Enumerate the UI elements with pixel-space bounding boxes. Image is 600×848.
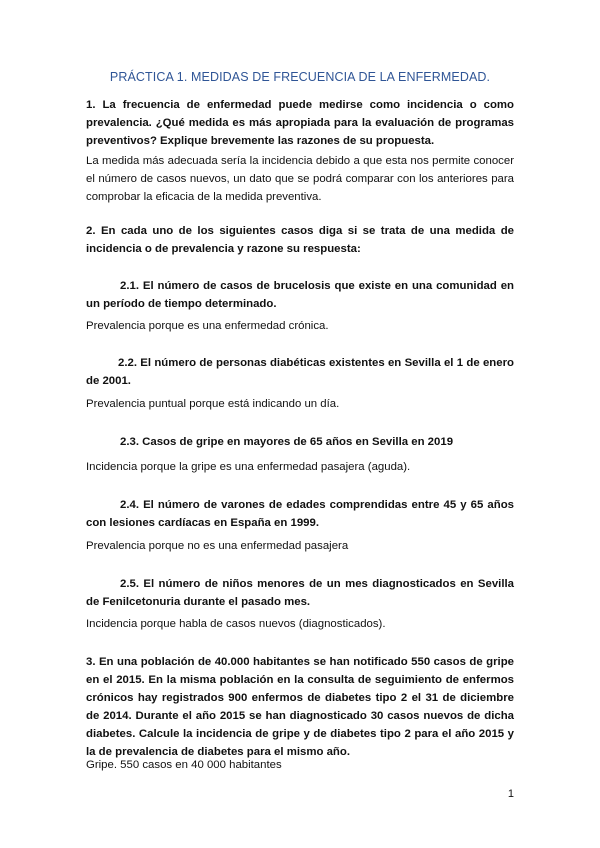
question-1: 1. La frecuencia de enfermedad puede medirse como incidencia o como prevalencia. ¿Qué medida es más apropiada para la evaluación de programas preventivos? Explique brevemente las razones de su propuesta.	[86, 99, 514, 147]
question-2-4: 2.4. El número de varones de edades comprendidas entre 45 y 65 años con lesiones cardíacas en España en 1999.	[86, 499, 514, 529]
answer-2-4: Prevalencia porque no es una enfermedad pasajera	[86, 540, 349, 552]
question-2: 2. En cada uno de los siguientes casos diga si se trata de una medida de incidencia o de prevalencia y razone su respuesta:	[86, 225, 514, 255]
document-title: PRÁCTICA 1. MEDIDAS DE FRECUENCIA DE LA ENFERMEDAD.	[109, 70, 491, 84]
answer-2-5: Incidencia porque habla de casos nuevos (diagnosticados).	[86, 618, 386, 630]
question-2-2: 2.2. El número de personas diabéticas existentes en Sevilla el 1 de enero de 2001.	[86, 357, 514, 387]
answer-2-2: Prevalencia puntual porque está indicando un día.	[86, 398, 340, 410]
answer-2-3: Incidencia porque la gripe es una enfermedad pasajera (aguda).	[86, 461, 411, 473]
answer-1: La medida más adecuada sería la incidencia debido a que esta nos permite conocer el número de casos nuevos, un dato que se podrá comparar con los anteriores para comprobar la eficacia de la medida preventiva.	[86, 155, 514, 203]
question-2-3: 2.3. Casos de gripe en mayores de 65 años en Sevilla en 2019	[120, 436, 454, 448]
question-2-1: 2.1. El número de casos de brucelosis que existe en una comunidad en un período de tiempo determinado.	[86, 280, 514, 310]
answer-3: Gripe. 550 casos en 40 000 habitantes	[86, 759, 282, 771]
question-2-5: 2.5. El número de niños menores de un mes diagnosticados en Sevilla de Fenilcetonuria durante el pasado mes.	[86, 578, 514, 608]
page-number: 1	[507, 788, 514, 800]
question-3: 3. En una población de 40.000 habitantes se han notificado 550 casos de gripe en el 2015. En la misma población en la consulta de seguimiento de enfermos crónicos hay registrados 900 enfermos de diabetes tipo 2 el 31 de diciembre de 2014. Durante el año 2015 se han diagnosticado 30 casos nuevos de dicha diabetes. Calcule la incidencia de gripe y de diabetes tipo 2 para el año 2015 y la de prevalencia de diabetes para el mismo año.	[86, 656, 514, 758]
answer-2-1: Prevalencia porque es una enfermedad crónica.	[86, 320, 329, 332]
